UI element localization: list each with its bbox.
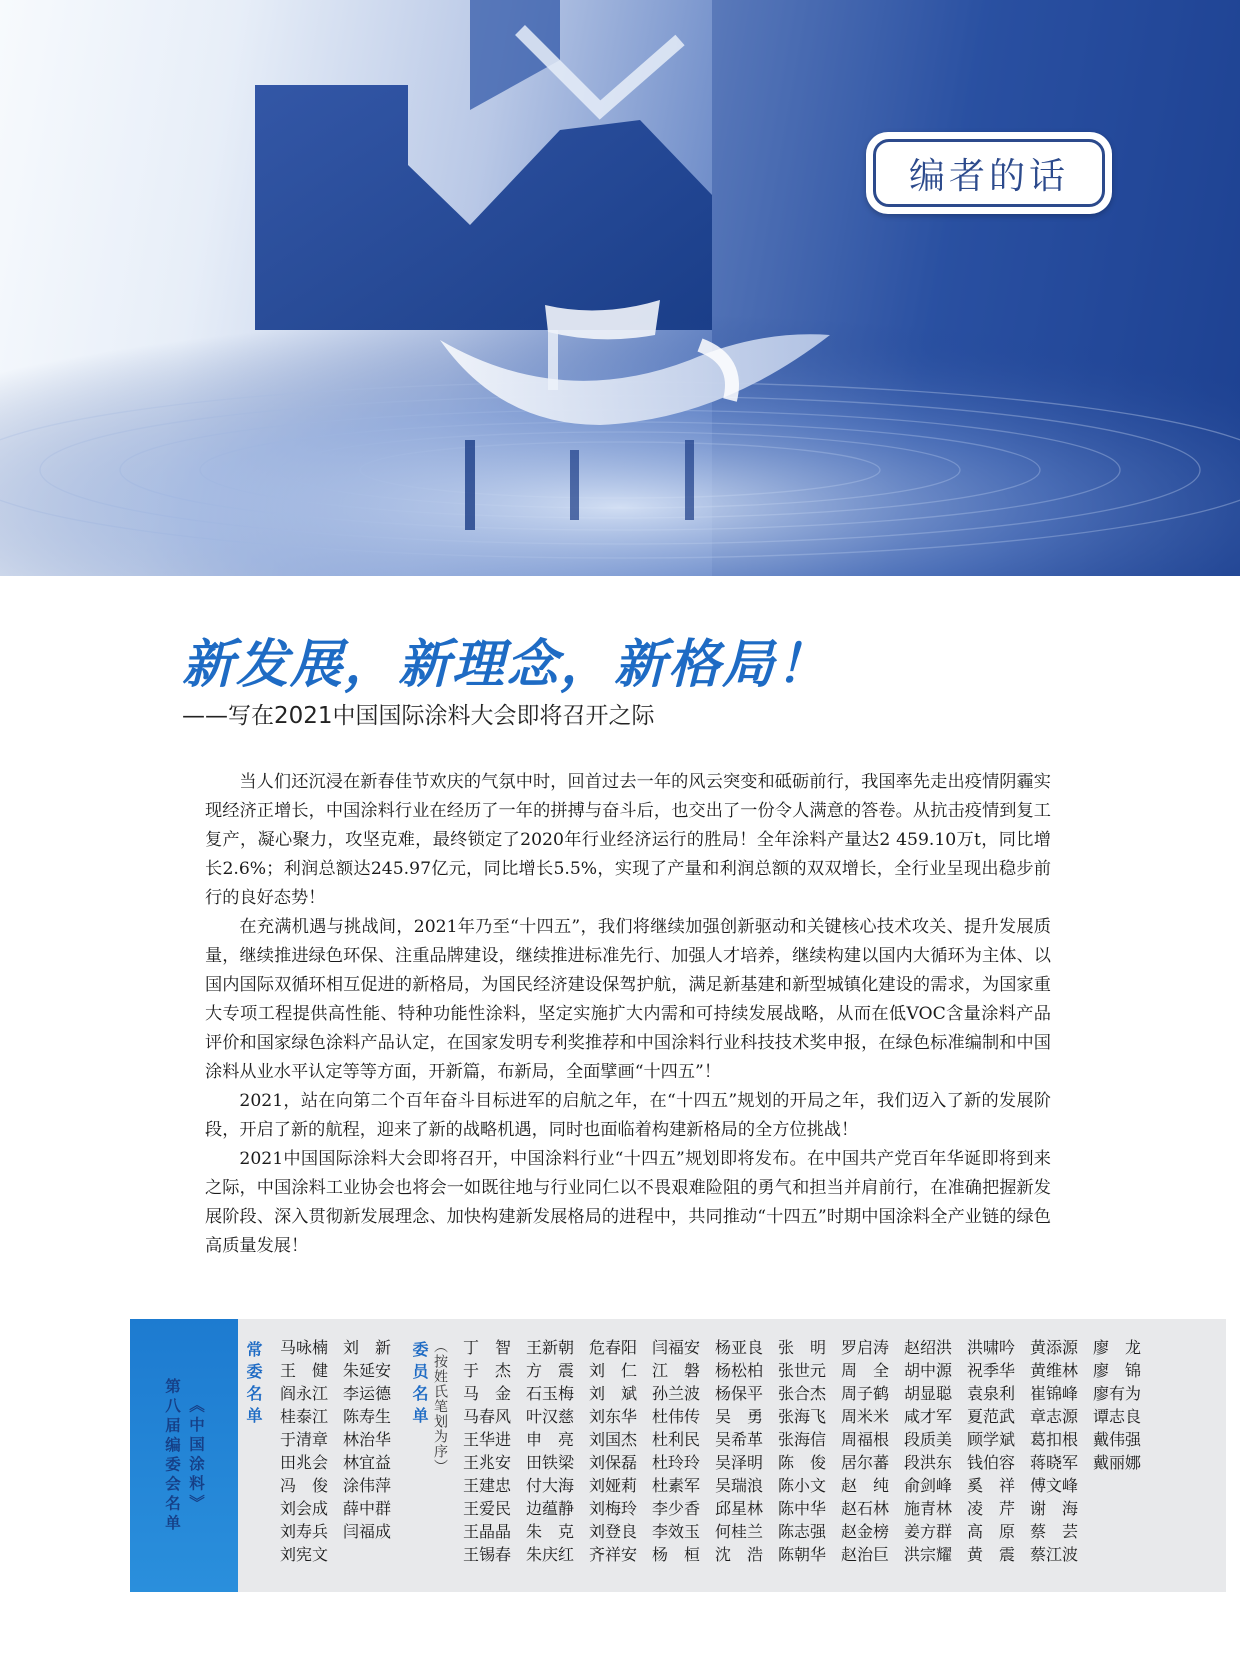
member-name: 王建忠 (463, 1476, 512, 1495)
member-name: 王锡春 (463, 1545, 512, 1564)
member-name: 叶汉慈 (526, 1407, 575, 1426)
member-name: 杨 桓 (652, 1545, 701, 1564)
member-name: 刘娅莉 (589, 1476, 638, 1495)
member-name: 陈朝华 (778, 1545, 827, 1564)
member-name: 杜玲玲 (652, 1453, 701, 1472)
member-name: 江 磐 (652, 1361, 701, 1380)
member-name: 咸才军 (904, 1407, 953, 1426)
member-name: 崔锦峰 (1030, 1384, 1079, 1403)
member-name: 顾学斌 (967, 1430, 1016, 1449)
standing-column (343, 1336, 391, 1543)
standing-name: 刘宪文 (280, 1545, 329, 1564)
member-name: 段质美 (904, 1430, 953, 1449)
member-name: 李效玉 (652, 1522, 701, 1541)
member-name: 李少香 (652, 1499, 701, 1518)
standing-name: 冯 俊 (280, 1476, 329, 1495)
member-name: 赵 纯 (841, 1476, 890, 1495)
standing-name: 李运德 (343, 1384, 392, 1403)
member-name: 孙兰波 (652, 1384, 701, 1403)
member-name: 张合杰 (778, 1384, 827, 1403)
member-name: 马 金 (463, 1384, 512, 1403)
member-name: 陈小文 (778, 1476, 827, 1495)
member-name: 边蕴静 (526, 1499, 575, 1518)
member-name: 周米米 (841, 1407, 890, 1426)
article-body (205, 768, 1051, 1261)
member-name: 朱 克 (526, 1522, 575, 1541)
member-name: 袁泉利 (967, 1384, 1016, 1403)
standing-name: 刘 新 (343, 1338, 392, 1357)
member-name: 罗启涛 (841, 1338, 890, 1357)
standing-column (280, 1336, 328, 1566)
member-name: 葛扣根 (1030, 1430, 1079, 1449)
roster-title-board: 第八届编委会名单 (163, 1377, 181, 1534)
member-name: 吴泽明 (715, 1453, 764, 1472)
member-name: 赵绍洪 (904, 1338, 953, 1357)
member-name: 廖 龙 (1093, 1338, 1142, 1357)
member-name: 段洪东 (904, 1453, 953, 1472)
member-name: 付大海 (526, 1476, 575, 1495)
member-name: 张世元 (778, 1361, 827, 1380)
member-name: 王晶晶 (463, 1522, 512, 1541)
member-name: 方 震 (526, 1361, 575, 1380)
standing-name: 马咏楠 (280, 1338, 329, 1357)
member-name: 黄维林 (1030, 1361, 1079, 1380)
member-name: 夏范武 (967, 1407, 1016, 1426)
member-name: 闫福安 (652, 1338, 701, 1357)
member-name: 施青林 (904, 1499, 953, 1518)
standing-name: 刘寿兵 (280, 1522, 329, 1541)
member-name: 刘 斌 (589, 1384, 638, 1403)
member-name: 王新朝 (526, 1338, 575, 1357)
member-name: 刘国杰 (589, 1430, 638, 1449)
member-name: 张海飞 (778, 1407, 827, 1426)
member-name: 马春风 (463, 1407, 512, 1426)
article-paragraph: 当人们还沉浸在新春佳节欢庆的气氛中时，回首过去一年的风云突变和砥砺前行，我国率先走出疫情阴霾实现经济正增长，中国涂料行业在经历了一年的拼搏与奋斗后，也交出了一份令人满意的答卷。从抗击疫情到复工复产，凝心聚力，攻坚克难，最终锁定了2020年行业经济运行的胜局！全年涂料产量达2 459.10万t，同比增长2.6%；利润总额达245.97亿元，同比增长5.5%，实现了产量和利润总额的双双增长，全行业呈现出稳步前行的良好态势！ (205, 772, 1051, 908)
standing-name: 王 健 (280, 1361, 329, 1380)
article-subtitle: ——写在2021中国国际涂料大会即将召开之际 (182, 703, 655, 729)
member-name: 张海信 (778, 1430, 827, 1449)
member-name: 张 明 (778, 1338, 827, 1357)
member-name: 谭志良 (1093, 1407, 1142, 1426)
roster-title-journal: 《中国涂料》 (187, 1397, 205, 1514)
member-column (1093, 1336, 1141, 1474)
member-name: 章志源 (1030, 1407, 1079, 1426)
member-name: 谢 海 (1030, 1499, 1079, 1518)
member-name: 钱伯容 (967, 1453, 1016, 1472)
member-name: 姜方群 (904, 1522, 953, 1541)
member-name: 田铁梁 (526, 1453, 575, 1472)
member-name: 戴丽娜 (1093, 1453, 1142, 1472)
editors-note-label: 编者的话 (873, 139, 1105, 207)
member-name: 周福根 (841, 1430, 890, 1449)
member-column (652, 1336, 700, 1566)
member-name: 居尔蕃 (841, 1453, 890, 1472)
member-name: 陈 俊 (778, 1453, 827, 1472)
member-name: 胡中源 (904, 1361, 953, 1380)
article-headline: 新发展，新理念，新格局！ (182, 635, 831, 695)
member-name: 蔡江波 (1030, 1545, 1079, 1564)
member-name: 申 亮 (526, 1430, 575, 1449)
member-column (841, 1336, 889, 1566)
member-name: 廖 锦 (1093, 1361, 1142, 1380)
member-column (967, 1336, 1015, 1566)
editorial-board-roster (130, 1319, 1226, 1592)
standing-name: 田兆会 (280, 1453, 329, 1472)
member-name: 陈志强 (778, 1522, 827, 1541)
member-name: 赵石林 (841, 1499, 890, 1518)
member-name: 傅文峰 (1030, 1476, 1079, 1495)
standing-name: 阎永江 (280, 1384, 329, 1403)
member-name: 王华进 (463, 1430, 512, 1449)
article-paragraph: 在充满机遇与挑战间，2021年乃至“十四五”，我们将继续加强创新驱动和关键核心技术攻关、提升发展质量，继续推进绿色环保、注重品牌建设，继续推进标准先行、加强人才培养，继续构建以国内大循环为主体、以国内国际双循环相互促进的新格局，为国民经济建设保驾护航，满足新基建和新型城镇化建设的需求，为国家重大专项工程提供高性能、特种功能性涂料，坚定实施扩大内需和可持续发展战略，从而在低VOC含量涂料产品评价和国家绿色涂料产品认定，在国家发明专利奖推荐和中国涂料行业科技技术奖申报，在绿色标准编制和中国涂料从业水平认定等等方面，开新篇，布新局，全面擘画“十四五”！ (205, 917, 1051, 1082)
member-name: 刘 仁 (589, 1361, 638, 1380)
member-column (463, 1336, 511, 1566)
member-name: 杜伟传 (652, 1407, 701, 1426)
member-name: 洪啸吟 (967, 1338, 1016, 1357)
member-column (715, 1336, 763, 1566)
member-name: 凌 芹 (967, 1499, 1016, 1518)
member-name: 周 全 (841, 1361, 890, 1380)
article-paragraph: 2021，站在向第二个百年奋斗目标进军的启航之年，在“十四五”规划的开局之年，我们迈入了新的发展阶段，开启了新的航程，迎来了新的战略机遇，同时也面临着构建新格局的全方位挑战！ (205, 1091, 1051, 1140)
member-column (526, 1336, 574, 1566)
member-name: 何桂兰 (715, 1522, 764, 1541)
standing-name: 涂伟萍 (343, 1476, 392, 1495)
member-name: 刘登良 (589, 1522, 638, 1541)
standing-name: 桂泰江 (280, 1407, 329, 1426)
member-name: 齐祥安 (589, 1545, 638, 1564)
member-name: 赵金榜 (841, 1522, 890, 1541)
member-name: 于 杰 (463, 1361, 512, 1380)
member-name: 刘保磊 (589, 1453, 638, 1472)
member-name: 朱庆红 (526, 1545, 575, 1564)
member-name: 丁 智 (463, 1338, 512, 1357)
member-name: 胡显聪 (904, 1384, 953, 1403)
member-name: 邱星林 (715, 1499, 764, 1518)
member-name: 高 原 (967, 1522, 1016, 1541)
member-name: 杜利民 (652, 1430, 701, 1449)
member-column (904, 1336, 952, 1566)
member-name: 王爱民 (463, 1499, 512, 1518)
member-name: 刘梅玲 (589, 1499, 638, 1518)
member-name: 刘东华 (589, 1407, 638, 1426)
member-name: 黄 震 (967, 1545, 1016, 1564)
standing-name: 朱延安 (343, 1361, 392, 1380)
editors-note-badge (866, 132, 1112, 214)
member-name: 赵治巨 (841, 1545, 890, 1564)
member-name: 洪宗耀 (904, 1545, 953, 1564)
member-name: 俞剑峰 (904, 1476, 953, 1495)
member-name: 杨亚良 (715, 1338, 764, 1357)
member-name: 杜素军 (652, 1476, 701, 1495)
member-name: 沈 浩 (715, 1545, 764, 1564)
member-name: 王兆安 (463, 1453, 512, 1472)
member-name: 周子鹤 (841, 1384, 890, 1403)
article-paragraph: 2021中国国际涂料大会即将召开，中国涂料行业“十四五”规划即将发布。在中国共产党百年华诞即将到来之际，中国涂料工业协会也将会一如既往地与行业同仁以不畏艰难险阻的勇气和担当并肩前行，在准确把握新发展阶段、深入贯彻新发展理念、加快构建新发展格局的进程中，共同推动“十四五”时期中国涂料全产业链的绿色高质量发展！ (205, 1149, 1051, 1256)
member-name: 杨松柏 (715, 1361, 764, 1380)
member-name: 蔡 芸 (1030, 1522, 1079, 1541)
hero-banner (0, 0, 1240, 576)
member-name: 蒋晓军 (1030, 1453, 1079, 1472)
member-name: 杨保平 (715, 1384, 764, 1403)
member-name: 吴瑞浪 (715, 1476, 764, 1495)
member-name: 危春阳 (589, 1338, 638, 1357)
standing-name: 于清章 (280, 1430, 329, 1449)
member-column (1030, 1336, 1078, 1566)
member-name: 廖有为 (1093, 1384, 1142, 1403)
member-column (778, 1336, 826, 1566)
member-name: 奚 祥 (967, 1476, 1016, 1495)
hero-artwork (0, 0, 1240, 576)
member-name: 戴伟强 (1093, 1430, 1142, 1449)
standing-name: 林治华 (343, 1430, 392, 1449)
standing-name: 林宜益 (343, 1453, 392, 1472)
member-name: 黄添源 (1030, 1338, 1079, 1357)
roster-sidebar (130, 1319, 238, 1592)
member-order-note: （按姓氏笔划为序） (432, 1339, 448, 1474)
member-name: 吴 勇 (715, 1407, 764, 1426)
standing-name: 闫福成 (343, 1522, 392, 1541)
standing-name: 薛中群 (343, 1499, 392, 1518)
member-column (589, 1336, 637, 1566)
standing-name: 陈寿生 (343, 1407, 392, 1426)
standing-name: 刘会成 (280, 1499, 329, 1518)
standing-committee-label: 常委名单 (244, 1341, 263, 1429)
member-label: 委员名单 (410, 1341, 429, 1429)
member-name: 陈中华 (778, 1499, 827, 1518)
member-name: 石玉梅 (526, 1384, 575, 1403)
member-name: 吴希革 (715, 1430, 764, 1449)
member-name: 祝季华 (967, 1361, 1016, 1380)
